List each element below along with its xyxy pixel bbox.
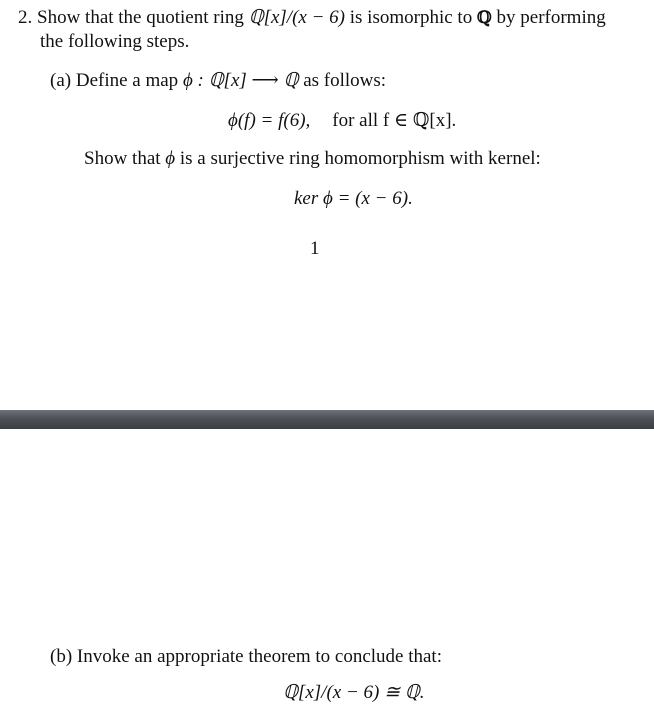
page-break-divider — [0, 410, 654, 429]
quotient-ring-expression: ℚ[x]/(x − 6) — [248, 7, 345, 28]
part-a-label: (a) — [50, 70, 72, 91]
page-number: 1 — [310, 238, 320, 259]
show-text-pre: Show that — [84, 148, 161, 169]
isomorphism-equation: ℚ[x]/(x − 6) ≅ ℚ. — [283, 682, 425, 703]
definition-lhs: ϕ(f) = f(6), — [228, 110, 311, 131]
show-statement — [84, 148, 541, 170]
definition-rhs: for all f ∈ ℚ[x]. — [332, 110, 457, 131]
part-a-intro — [50, 69, 386, 92]
problem-text-mid: is isomorphic to — [349, 7, 473, 28]
part-a-text-pre: Define a map — [75, 70, 179, 91]
problem-text-post: by performing — [496, 7, 606, 28]
part-b-statement — [50, 646, 442, 668]
part-a-text-post: as follows: — [303, 70, 387, 91]
problem-number: 2. — [18, 7, 33, 28]
problem-statement-line-2: the following steps. — [40, 31, 190, 52]
map-definition — [228, 109, 456, 132]
problem-text-pre: Show that the quotient ring — [37, 7, 244, 28]
rationals-symbol: ℚ — [476, 8, 492, 28]
part-b-text: Invoke an appropriate theorem to conclude that: — [76, 646, 442, 667]
kernel-equation: ker ϕ = (x − 6). — [294, 188, 413, 209]
part-b-label: (b) — [50, 646, 73, 667]
show-text-post: is a surjective ring homomorphism with kernel: — [179, 148, 541, 169]
problem-statement-line-1 — [18, 6, 606, 29]
phi-symbol: ϕ — [165, 148, 176, 169]
map-expression: ϕ : ℚ[x] ⟶ ℚ — [182, 70, 299, 91]
